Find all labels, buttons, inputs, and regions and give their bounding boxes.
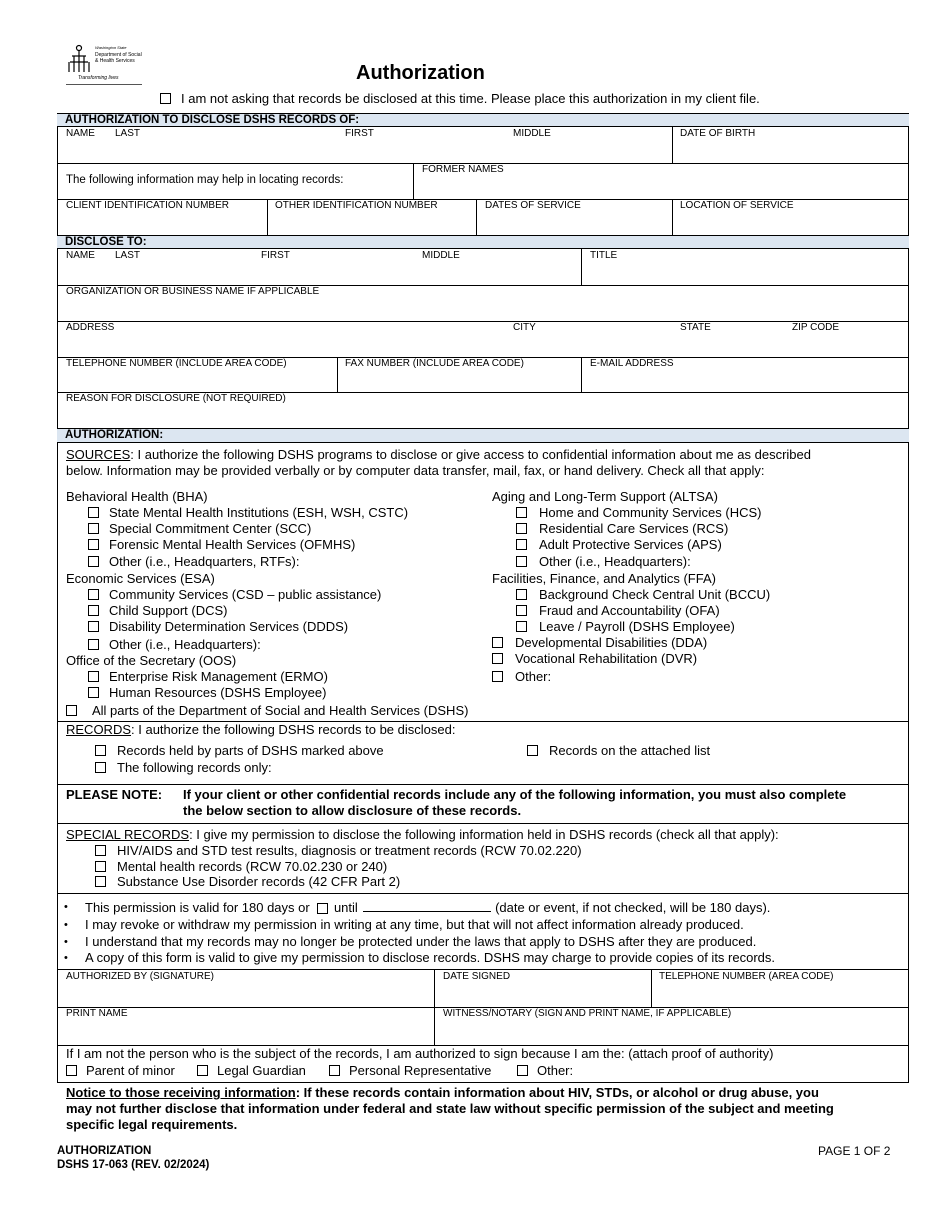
dshs-logo: [64, 44, 144, 86]
source-checkbox[interactable]: [516, 605, 527, 616]
source-checkbox[interactable]: [516, 507, 527, 518]
source-checkbox[interactable]: [88, 507, 99, 518]
source-checkbox[interactable]: [492, 671, 503, 682]
source-option-label: Other:: [515, 669, 552, 684]
until-note: (date or event, if not checked, will be 180 days).: [495, 900, 771, 915]
source-option[interactable]: [516, 505, 762, 521]
special-paragraph: [66, 827, 779, 843]
s2-last-label: LAST: [115, 250, 141, 261]
source-option[interactable]: [88, 669, 328, 685]
source-option-label: Forensic Mental Health Services (OFMHS): [109, 537, 356, 552]
authority-option[interactable]: [66, 1063, 175, 1079]
all-parts-label: All parts of the Department of Social and Health Services (DSHS): [92, 703, 469, 718]
source-option-label: Developmental Disabilities (DDA): [515, 635, 708, 650]
date-signed-label: DATE SIGNED: [443, 971, 511, 982]
source-option-label: Other (i.e., Headquarters):: [109, 637, 261, 652]
source-option[interactable]: [492, 669, 551, 685]
source-option[interactable]: [88, 537, 355, 553]
source-checkbox[interactable]: [88, 671, 99, 682]
client-file-checkbox[interactable]: [160, 93, 171, 104]
source-option[interactable]: [88, 603, 228, 619]
s2-zip-label: ZIP CODE: [792, 322, 840, 333]
s2-reason-label: REASON FOR DISCLOSURE (NOT REQUIRED): [66, 393, 286, 404]
source-option-label: Adult Protective Services (APS): [539, 537, 722, 552]
term-protection-text: I understand that my records may no longer be protected under the laws that apply to DSHS after they are produced.: [85, 934, 757, 949]
source-option[interactable]: [516, 521, 728, 537]
s2-email-label: E-MAIL ADDRESS: [590, 358, 674, 369]
group-heading-esa: Economic Services (ESA): [66, 571, 215, 586]
s2-first-label: FIRST: [261, 250, 290, 261]
source-option-label: Special Commitment Center (SCC): [109, 521, 312, 536]
s1-locating-text: The following information may help in locating records:: [66, 174, 344, 186]
sources-paragraph: [66, 447, 811, 479]
group-heading-ffa: Facilities, Finance, and Analytics (FFA): [492, 571, 716, 586]
special-checkbox[interactable]: [95, 861, 106, 872]
authority-text: If I am not the person who is the subject of the records, I am authorized to sign because I am the: (attach proof of authority): [66, 1046, 774, 1061]
source-option[interactable]: [492, 651, 697, 667]
source-checkbox[interactable]: [88, 605, 99, 616]
group-heading-altsa: Aging and Long-Term Support (ALTSA): [492, 489, 718, 504]
authority-option[interactable]: [329, 1063, 491, 1079]
source-option-label: Vocational Rehabilitation (DVR): [515, 651, 698, 666]
s2-title-label: TITLE: [590, 250, 618, 261]
authority-checkbox[interactable]: [329, 1065, 340, 1076]
source-checkbox[interactable]: [88, 589, 99, 600]
authority-checkbox[interactable]: [66, 1065, 77, 1076]
note-label: PLEASE NOTE:: [66, 787, 163, 802]
footer-form-title: AUTHORIZATION: [57, 1145, 152, 1157]
source-option[interactable]: [492, 635, 707, 651]
s1-former-names-label: FORMER NAMES: [422, 164, 504, 175]
source-checkbox[interactable]: [516, 556, 527, 567]
source-option[interactable]: [516, 554, 691, 570]
footer-form-number: DSHS 17-063 (REV. 02/2024): [57, 1159, 210, 1171]
s1-dates-service-label: DATES OF SERVICE: [485, 200, 581, 211]
notice-line1: : If these records contain information about HIV, STDs, or alcohol or drug abuse, you: [295, 1085, 819, 1100]
authority-option[interactable]: [517, 1063, 573, 1079]
logo-line3: & Health Services: [95, 58, 135, 64]
group-heading-oos: Office of the Secretary (OOS): [66, 653, 237, 668]
special-option-label: HIV/AIDS and STD test results, diagnosis or treatment records (RCW 70.02.220): [117, 843, 582, 858]
source-option[interactable]: [88, 619, 348, 635]
special-option[interactable]: [95, 859, 387, 875]
source-checkbox[interactable]: [88, 639, 99, 650]
s1-dob-label: DATE OF BIRTH: [680, 128, 756, 139]
source-option-label: Other (i.e., Headquarters):: [539, 554, 691, 569]
source-option-label: Enterprise Risk Management (ERMO): [109, 669, 328, 684]
client-file-label: I am not asking that records be disclosed at this time. Please place this authorization in my client file.: [181, 91, 760, 106]
until-checkbox[interactable]: [317, 903, 328, 914]
source-option-label: Human Resources (DSHS Employee): [109, 685, 327, 700]
source-option[interactable]: [516, 587, 770, 603]
dshs-logo-mark: [66, 44, 92, 74]
term-validity: [64, 899, 770, 916]
records-paragraph: [66, 722, 455, 738]
s1-client-id-label: CLIENT IDENTIFICATION NUMBER: [66, 200, 229, 211]
sources-label: SOURCES: [66, 447, 131, 462]
source-option-label: Home and Community Services (HCS): [539, 505, 762, 520]
special-option[interactable]: [95, 843, 582, 859]
source-option[interactable]: [88, 685, 326, 701]
source-checkbox[interactable]: [88, 556, 99, 567]
term-validity-text: This permission is valid for 180 days or: [85, 900, 310, 915]
source-option[interactable]: [88, 637, 261, 653]
until-label: until: [333, 900, 358, 915]
special-text: : I give my permission to disclose the following information held in DSHS records (check all that apply):: [189, 827, 779, 842]
s1-name-label: NAME: [66, 128, 95, 139]
special-checkbox[interactable]: [95, 876, 106, 887]
authority-option-label: Legal Guardian: [217, 1063, 306, 1078]
s2-phone-label: TELEPHONE NUMBER (INCLUDE AREA CODE): [66, 358, 287, 369]
special-option-label: Mental health records (RCW 70.02.230 or 240): [117, 859, 388, 874]
records-label: RECORDS: [66, 722, 132, 737]
footer-page-number: PAGE 1 OF 2: [818, 1144, 891, 1158]
print-name-label: PRINT NAME: [66, 1008, 128, 1019]
term-protection: [64, 934, 756, 950]
records-option[interactable]: [527, 743, 710, 759]
term-revoke-text: I may revoke or withdraw my permission in writing at any time, but that will not affect information already produced.: [85, 917, 744, 932]
source-option-label: Residential Care Services (RCS): [539, 521, 729, 536]
s2-state-label: STATE: [680, 322, 711, 333]
source-option-label: Background Check Central Unit (BCCU): [539, 587, 771, 602]
source-option[interactable]: [88, 587, 381, 603]
source-checkbox[interactable]: [88, 687, 99, 698]
source-checkbox[interactable]: [516, 523, 527, 534]
authority-option-label: Personal Representative: [349, 1063, 492, 1078]
s1-last-label: LAST: [115, 128, 141, 139]
source-option[interactable]: [88, 554, 300, 570]
logo-line1: Washington State: [95, 45, 127, 50]
records-option-label: Records held by parts of DSHS marked above: [117, 743, 384, 758]
section-header-disclose-to: DISCLOSE TO:: [57, 235, 909, 249]
source-option[interactable]: [516, 537, 722, 553]
source-checkbox[interactable]: [88, 621, 99, 632]
source-option[interactable]: [516, 603, 720, 619]
source-option-label: Child Support (DCS): [109, 603, 228, 618]
section-header-records-of: AUTHORIZATION TO DISCLOSE DSHS RECORDS OF:: [57, 113, 909, 127]
witness-label: WITNESS/NOTARY (SIGN AND PRINT NAME, IF APPLICABLE): [443, 1008, 732, 1019]
source-option-label: Disability Determination Services (DDDS): [109, 619, 349, 634]
special-checkbox[interactable]: [95, 845, 106, 856]
s2-fax-label: FAX NUMBER (INCLUDE AREA CODE): [345, 358, 524, 369]
group-heading-bha: Behavioral Health (BHA): [66, 489, 208, 504]
s2-org-label: ORGANIZATION OR BUSINESS NAME IF APPLICABLE: [66, 286, 320, 297]
source-option-label: Leave / Payroll (DSHS Employee): [539, 619, 735, 634]
sig-phone-label: TELEPHONE NUMBER (AREA CODE): [659, 971, 834, 982]
source-option[interactable]: [516, 619, 735, 635]
sources-text: : I authorize the following DSHS programs to disclose or give access to confidential information about me as described: [130, 447, 811, 462]
source-option-label: Other (i.e., Headquarters, RTFs):: [109, 554, 300, 569]
logo-tagline: Transforming lives: [78, 75, 119, 81]
source-option-label: State Mental Health Institutions (ESH, WSH, CSTC): [109, 505, 409, 520]
sources-text-2: below. Information may be provided verbally or by computer data transfer, mail, fax, or hand delivery. Check all that apply:: [66, 463, 765, 478]
authority-checkbox[interactable]: [517, 1065, 528, 1076]
notice-line2: may not further disclose that information under federal and state law without specific permission of the subject and meeting: [66, 1101, 834, 1116]
note-line2: the below section to allow disclosure of these records.: [183, 803, 522, 818]
records-option-label: The following records only:: [117, 760, 272, 775]
s2-address-label: ADDRESS: [66, 322, 115, 333]
logo-line2: Department of Social: [95, 52, 142, 58]
term-revoke: [64, 917, 744, 933]
all-parts-option[interactable]: [66, 703, 468, 719]
s2-city-label: CITY: [513, 322, 536, 333]
s1-first-label: FIRST: [345, 128, 374, 139]
records-text: : I authorize the following DSHS records to be disclosed:: [131, 722, 456, 737]
special-option-label: Substance Use Disorder records (42 CFR Part 2): [117, 874, 401, 889]
logo-underline: [66, 84, 142, 85]
s1-location-service-label: LOCATION OF SERVICE: [680, 200, 794, 211]
source-checkbox[interactable]: [88, 523, 99, 534]
source-checkbox[interactable]: [492, 637, 503, 648]
records-option[interactable]: [95, 760, 272, 776]
source-option[interactable]: [88, 505, 408, 521]
notice-paragraph: [66, 1085, 834, 1133]
records-option[interactable]: [95, 743, 384, 759]
section-header-authorization: AUTHORIZATION:: [57, 428, 909, 443]
authority-checkbox[interactable]: [197, 1065, 208, 1076]
source-option-label: Community Services (CSD – public assistance): [109, 587, 382, 602]
s1-middle-label: MIDDLE: [513, 128, 551, 139]
source-checkbox[interactable]: [88, 539, 99, 550]
source-checkbox[interactable]: [516, 621, 527, 632]
client-file-option[interactable]: [160, 91, 760, 107]
term-copy: [64, 950, 775, 966]
authority-option[interactable]: [197, 1063, 306, 1079]
source-option-label: Fraud and Accountability (OFA): [539, 603, 720, 618]
note-line1: If your client or other confidential records include any of the following information, you must also complete: [183, 787, 847, 802]
term-copy-text: A copy of this form is valid to give my permission to disclose records. DSHS may charge to provide copies of its records.: [85, 950, 775, 965]
source-checkbox[interactable]: [516, 589, 527, 600]
until-date-field[interactable]: [363, 899, 491, 912]
all-parts-checkbox[interactable]: [66, 705, 77, 716]
source-checkbox[interactable]: [492, 653, 503, 664]
authorized-by-label: AUTHORIZED BY (SIGNATURE): [66, 971, 214, 982]
special-label: SPECIAL RECORDS: [66, 827, 190, 842]
records-checkbox[interactable]: [527, 745, 538, 756]
source-option[interactable]: [88, 521, 311, 537]
notice-line3: specific legal requirements.: [66, 1117, 238, 1132]
records-option-label: Records on the attached list: [549, 743, 711, 758]
records-checkbox[interactable]: [95, 762, 106, 773]
s2-name-label: NAME: [66, 250, 95, 261]
authority-option-label: Other:: [537, 1063, 574, 1078]
page-title: Authorization: [356, 62, 485, 84]
notice-label: Notice to those receiving information: [66, 1085, 296, 1100]
special-option[interactable]: [95, 874, 400, 890]
source-checkbox[interactable]: [516, 539, 527, 550]
s1-other-id-label: OTHER IDENTIFICATION NUMBER: [275, 200, 438, 211]
authority-option-label: Parent of minor: [86, 1063, 175, 1078]
records-checkbox[interactable]: [95, 745, 106, 756]
s2-middle-label: MIDDLE: [422, 250, 460, 261]
